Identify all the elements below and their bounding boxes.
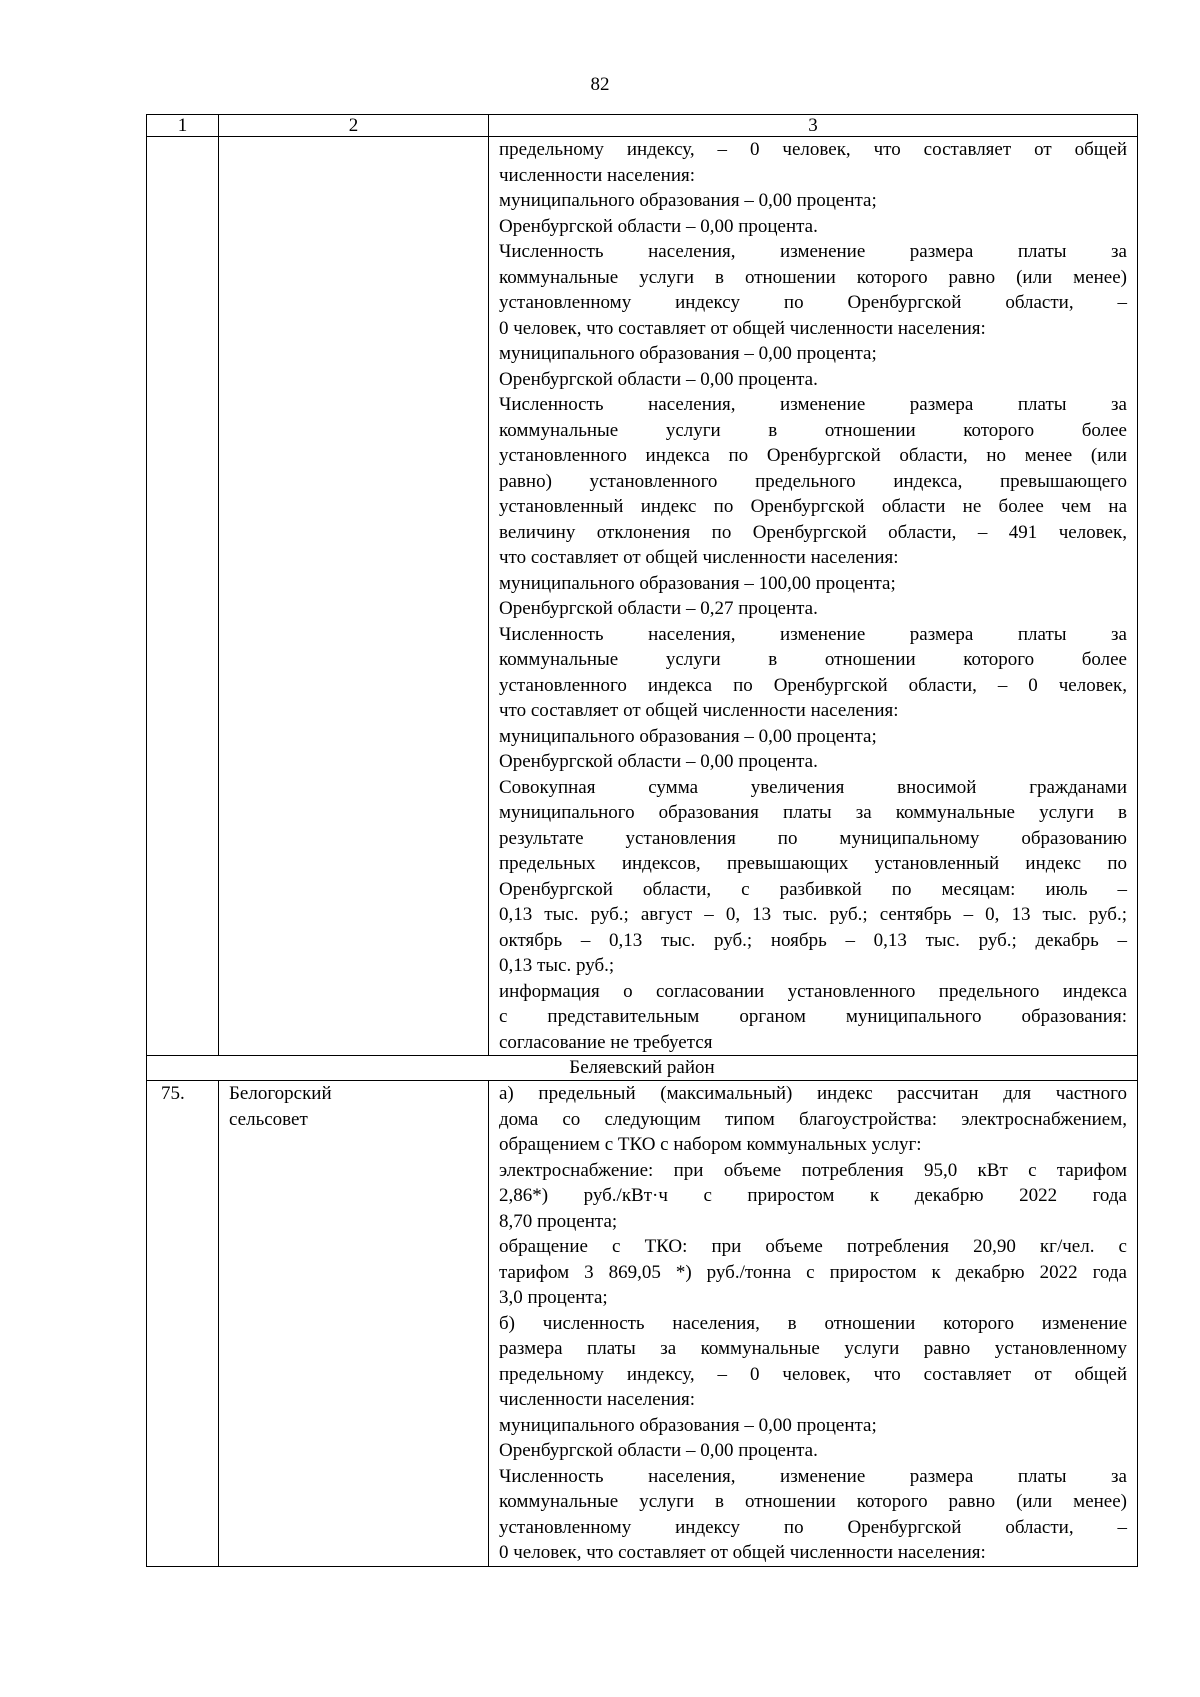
text-line: согласование не требуется xyxy=(499,1031,713,1053)
text-line: октябрь – 0,13 тыс. руб.; ноябрь – 0,13 тыс. руб.; декабрь – xyxy=(499,929,1127,951)
text-line: Оренбургской области – 0,27 процента. xyxy=(499,598,818,619)
entry-name-line: Белогорский xyxy=(229,1083,332,1104)
region-row xyxy=(147,1056,1138,1081)
text-line: 0 человек, что составляет от общей численности населения: xyxy=(499,317,986,339)
text-line: результате установления по муниципальному образованию xyxy=(499,827,1127,849)
text-line: б) численность населения, в отношении которого изменение xyxy=(499,1312,1127,1334)
text-line: Численность населения, изменение размера платы за xyxy=(499,394,1127,415)
text-line: численности населения: xyxy=(499,1389,696,1410)
text-line: установленного индекса по Оренбургской области, – 0 человек, xyxy=(499,674,1127,696)
text-line: муниципального образования – 0,00 процента; xyxy=(499,190,877,211)
column-header-3: 3 xyxy=(489,115,1138,137)
text-line: обращение с ТКО: при объеме потребления 20,90 кг/чел. с xyxy=(499,1236,1127,1257)
table-row-entry xyxy=(147,1081,1138,1567)
text-line: Численность населения, изменение размера платы за xyxy=(499,241,1127,262)
cell-description-continued xyxy=(489,137,1138,1056)
column-header-2: 2 xyxy=(219,115,489,137)
text-line: обращением с ТКО с набором коммунальных услуг: xyxy=(499,1134,922,1155)
cell-entry-name xyxy=(219,1081,489,1567)
text-line: муниципального образования – 0,00 процента; xyxy=(499,343,877,364)
region-title: Беляевский район xyxy=(147,1056,1138,1081)
text-line: коммунальные услуги в отношении которого равно (или менее) xyxy=(499,1491,1127,1512)
text-line: предельному индексу, – 0 человек, что составляет от общей xyxy=(499,1363,1127,1385)
text-line: величину отклонения по Оренбургской области, – 491 человек, xyxy=(499,521,1127,543)
data-table xyxy=(146,114,1138,1567)
text-line: что составляет от общей численности населения: xyxy=(499,700,899,721)
text-line: электроснабжение: при объеме потребления 95,0 кВт с тарифом xyxy=(499,1159,1127,1181)
text-line: тарифом 3 869,05 *) руб./тонна с приростом к декабрю 2022 года xyxy=(499,1261,1127,1283)
text-line: установленному индексу по Оренбургской области, – xyxy=(499,292,1127,313)
entry-name-line: сельсовет xyxy=(229,1108,308,1130)
text-line: 0,13 тыс. руб.; xyxy=(499,955,615,976)
text-line: предельных индексов, превышающих установленный индекс по xyxy=(499,853,1127,874)
table-row-continued xyxy=(147,137,1138,1056)
text-line: 8,70 процента; xyxy=(499,1210,618,1232)
text-line: коммунальные услуги в отношении которого равно (или менее) xyxy=(499,266,1127,288)
text-line: Оренбургской области – 0,00 процента. xyxy=(499,215,818,237)
page-number: 82 xyxy=(590,74,610,95)
text-line: Численность населения, изменение размера платы за xyxy=(499,1465,1127,1487)
text-line: предельному индексу, – 0 человек, что составляет от общей xyxy=(499,139,1127,160)
text-line: Оренбургской области – 0,00 процента. xyxy=(499,1440,818,1461)
text-line: что составляет от общей численности населения: xyxy=(499,547,899,568)
text-line: с представительным органом муниципального образования: xyxy=(499,1006,1127,1027)
text-line: установленному индексу по Оренбургской области, – xyxy=(499,1516,1127,1538)
cell-entry-description xyxy=(489,1081,1138,1567)
text-line: 3,0 процента; xyxy=(499,1287,608,1308)
text-line: коммунальные услуги в отношении которого более xyxy=(499,419,1127,441)
text-line: информация о согласовании установленного предельного индекса xyxy=(499,980,1127,1002)
text-line: муниципального образования – 0,00 процента; xyxy=(499,725,877,747)
text-line: коммунальные услуги в отношении которого более xyxy=(499,649,1127,670)
text-line: дома со следующим типом благоустройства: электроснабжением, xyxy=(499,1108,1127,1130)
text-line: равно) установленного предельного индекса, превышающего xyxy=(499,470,1127,492)
text-line: 0 человек, что составляет от общей численности населения: xyxy=(499,1542,986,1563)
text-line: муниципального образования – 0,00 процента; xyxy=(499,1414,877,1436)
text-line: Совокупная сумма увеличения вносимой гражданами xyxy=(499,776,1127,798)
text-line: Численность населения, изменение размера платы за xyxy=(499,623,1127,645)
table-header-row xyxy=(147,115,1138,137)
text-line: численности населения: xyxy=(499,164,696,186)
column-header-1: 1 xyxy=(147,115,219,137)
text-line: муниципального образования – 100,00 процента; xyxy=(499,572,896,594)
text-line: 0,13 тыс. руб.; август – 0, 13 тыс. руб.; сентябрь – 0, 13 тыс. руб.; xyxy=(499,904,1127,925)
text-line: размера платы за коммунальные услуги равно установленному xyxy=(499,1338,1127,1359)
cell-name-empty xyxy=(219,137,489,1056)
text-line: а) предельный (максимальный) индекс рассчитан для частного xyxy=(499,1083,1127,1104)
text-line: Оренбургской области, с разбивкой по месяцам: июль – xyxy=(499,878,1127,900)
text-line: Оренбургской области – 0,00 процента. xyxy=(499,751,818,772)
text-line: Оренбургской области – 0,00 процента. xyxy=(499,368,818,390)
text-line: установленного индекса по Оренбургской области, но менее (или xyxy=(499,445,1127,466)
text-line: муниципального образования платы за коммунальные услуги в xyxy=(499,802,1127,823)
cell-number-empty xyxy=(147,137,219,1056)
text-line: установленный индекс по Оренбургской области не более чем на xyxy=(499,496,1127,517)
cell-entry-number: 75. xyxy=(147,1081,219,1567)
text-line: 2,86*) руб./кВт·ч с приростом к декабрю 2022 года xyxy=(499,1185,1127,1206)
